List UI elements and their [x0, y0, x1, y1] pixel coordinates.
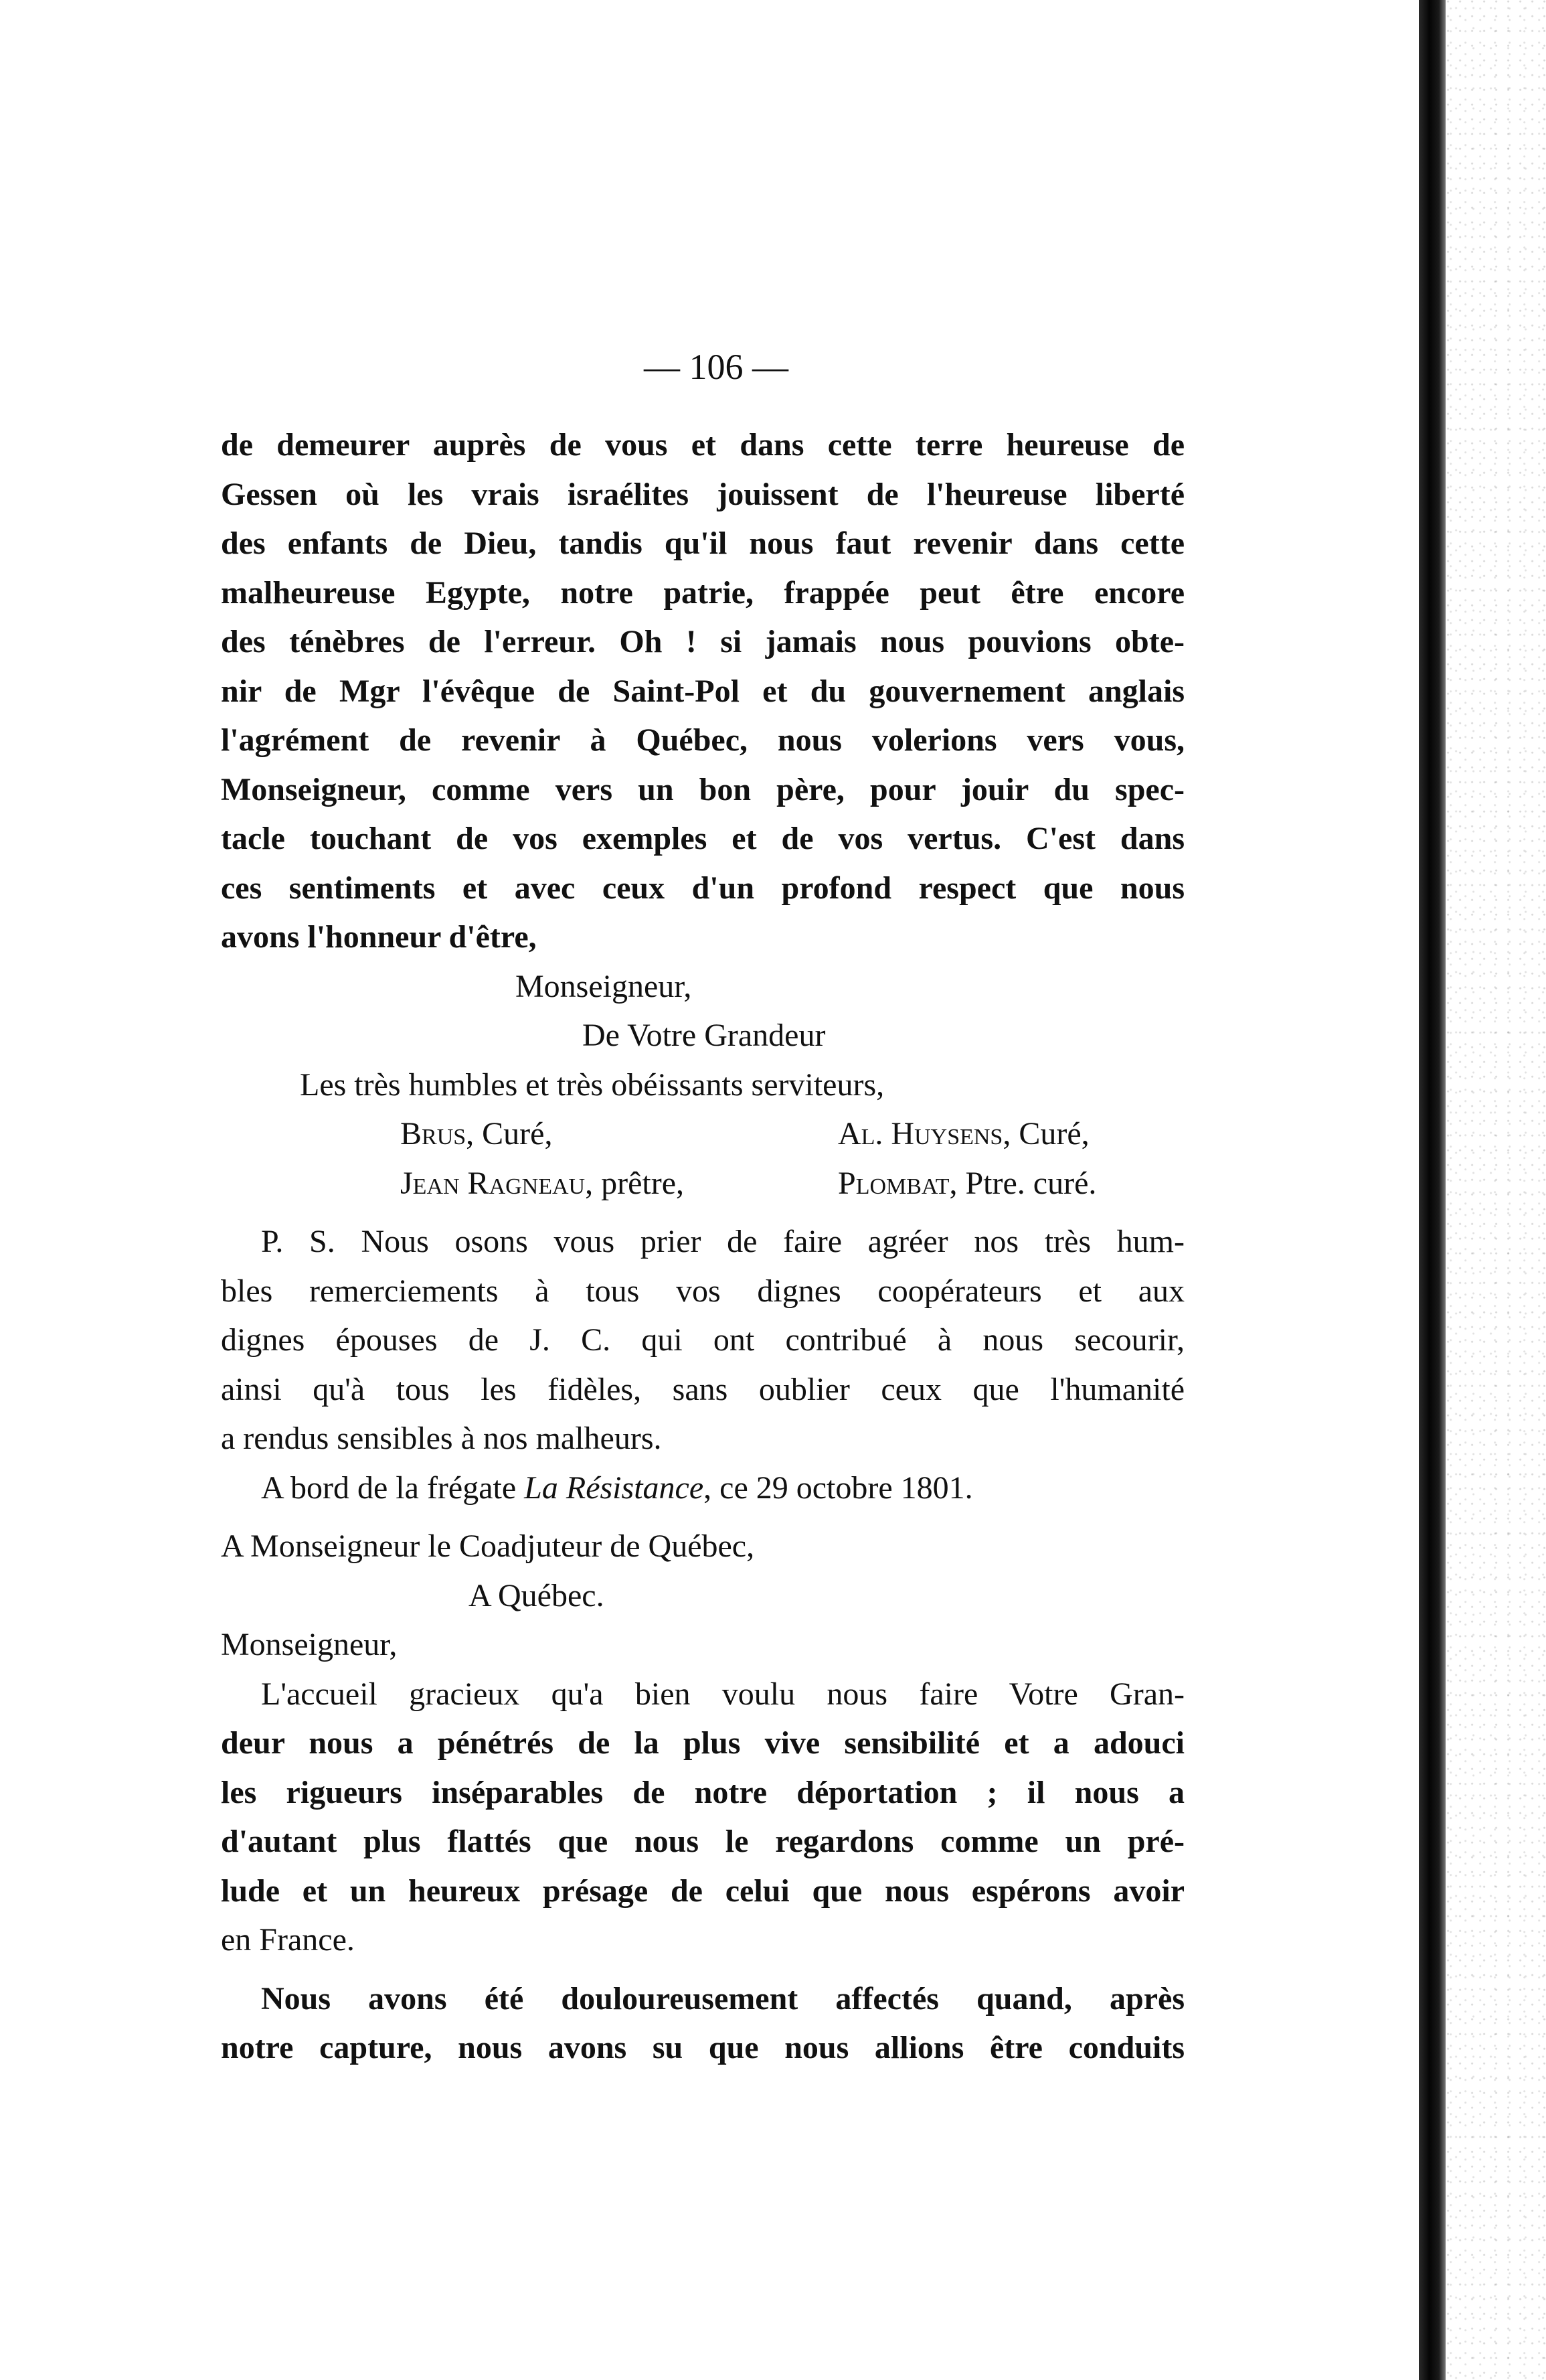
spacer: [221, 1512, 1185, 1522]
text-line: bles remerciements à tous vos dignes coopérateurs et aux: [221, 1273, 1185, 1309]
signatory-title: , Curé,: [1003, 1116, 1090, 1152]
text-line: deur nous a pénétrés de la plus vive sensibilité et a adouci: [221, 1725, 1185, 1761]
signature-left: [400, 1159, 684, 1208]
text-line: des ténèbres de l'erreur. Oh ! si jamais nous pouvions obte-: [221, 624, 1185, 659]
text-line: P. S. Nous osons vous prier de faire agréer nos très hum-: [261, 1224, 1185, 1259]
text-line: Gessen où les vrais israélites jouissent de l'heureuse liberté: [221, 476, 1185, 512]
text-line: nir de Mgr l'évêque de Saint-Pol et du gouvernement anglais: [221, 673, 1185, 709]
address-line: A Monseigneur le Coadjuteur de Québec,: [221, 1528, 755, 1564]
letter-paragraph: [221, 1670, 1185, 1965]
text-line: en France.: [221, 1922, 355, 1958]
text-line: les rigueurs inséparables de notre déportation ; il nous a: [221, 1774, 1185, 1810]
text-line: l'agrément de revenir à Québec, nous volerions vers vous,: [221, 722, 1185, 758]
text-line: de demeurer auprès de vous et dans cette terre heureuse de: [221, 427, 1185, 463]
text-line: malheureuse Egypte, notre patrie, frappée peut être encore: [221, 574, 1185, 611]
dateline-suffix: , ce 29 octobre 1801.: [703, 1470, 973, 1506]
closing-salutation: Monseigneur,: [515, 968, 692, 1004]
signature-left: [400, 1109, 552, 1159]
letter-salutation: Monseigneur,: [221, 1627, 398, 1662]
signatory-title: , prêtre,: [585, 1165, 685, 1201]
dateline: [221, 1463, 1185, 1513]
text-line: des enfants de Dieu, tandis qu'il nous faut revenir dans cette: [221, 526, 1185, 561]
signatory-name: Jean Ragneau: [400, 1165, 586, 1201]
text-line: Nous avons été douloureusement affectés quand, après: [261, 1980, 1185, 2016]
closing-servants: Les très humbles et très obéissants serviteurs,: [300, 1066, 885, 1103]
book-binding-edge: [1419, 0, 1446, 2380]
spacer: [221, 1965, 1185, 1974]
signatory-title: , Curé,: [466, 1116, 553, 1152]
address-block: [221, 1522, 1185, 1620]
signature-right: [838, 1109, 1090, 1159]
text-line: d'autant plus flattés que nous le regardons comme un pré-: [221, 1824, 1185, 1859]
text-line: ainsi qu'à tous les fidèles, sans oublier ceux que l'humanité: [221, 1371, 1185, 1407]
page-number: — 106 —: [644, 347, 788, 387]
text-line: L'accueil gracieux qu'a bien voulu nous faire Votre Gran-: [261, 1676, 1185, 1712]
text-line: Monseigneur, comme vers un bon père, pour jouir du spec-: [221, 771, 1185, 807]
signature-right: [838, 1159, 1096, 1208]
text-line: dignes épouses de J. C. qui ont contribué à nous secourir,: [221, 1322, 1185, 1358]
closing-block: [221, 962, 1185, 1110]
signatory-name: Al. Huysens: [838, 1116, 1003, 1152]
text-line: ces sentiments et avec ceux d'un profond respect que nous: [221, 870, 1185, 906]
dateline-prefix: A bord de la frégate: [261, 1470, 525, 1506]
text-line: notre capture, nous avons su que nous allions être conduits: [221, 2030, 1185, 2065]
signatory-name: Brus: [400, 1116, 466, 1152]
text-line: a rendus sensibles à nos malheurs.: [221, 1421, 662, 1456]
letter-text: [221, 420, 1185, 2073]
postscript: [221, 1217, 1185, 1463]
text-line: avons l'honneur d'être,: [221, 919, 537, 955]
signatory-name: Plombat: [838, 1165, 950, 1201]
address-line: A Québec.: [468, 1577, 604, 1613]
binding-speckle: [1446, 0, 1546, 2380]
text-line: tacle touchant de vos exemples et de vos vertus. C'est dans: [221, 821, 1185, 856]
spacer: [221, 1208, 1185, 1217]
signature-row: [221, 1109, 1185, 1159]
signature-row: [221, 1159, 1185, 1208]
letter-paragraph: [221, 1974, 1185, 2073]
signatory-title: , Ptre. curé.: [949, 1165, 1097, 1201]
closing-grandeur: De Votre Grandeur: [582, 1018, 826, 1053]
paragraph-continuation: [221, 420, 1185, 962]
signatures: [221, 1109, 1185, 1208]
text-line: lude et un heureux présage de celui que nous espérons avoir: [221, 1873, 1185, 1909]
ship-name: La Résistance: [524, 1470, 704, 1506]
